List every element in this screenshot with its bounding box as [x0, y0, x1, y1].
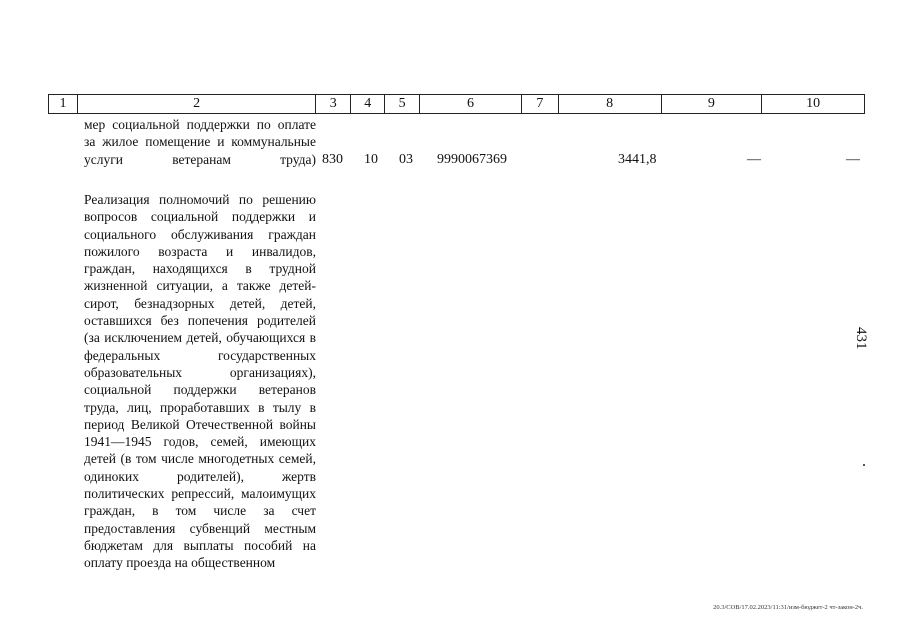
header-cell-2: 2 [78, 95, 316, 113]
header-cell-5: 5 [385, 95, 420, 113]
header-cell-3: 3 [316, 95, 351, 113]
value-col3: 830 [322, 152, 343, 167]
value-col4: 10 [364, 152, 378, 167]
header-cell-10: 10 [806, 96, 821, 111]
value-col8: 3441,8 [618, 152, 657, 167]
row-description-text: Реализация полномочий по решению вопросов социальной поддержки и социального обслуживания граждан пожилого возраста и инвалидов, граждан, находящихся в трудной жизненной ситуации, а также детей-сирот, безнадзорных детей, детей, оставшихся без попечения родителей (за исключением детей, обучающихся в федеральных государственных образовательных организациях), социальной поддержки ветеранов труда, лиц, проработавших в тылу в период Великой Отечественной войны 1941—1945 годов, семей, имеющих детей (в том числе многодетных семей, одиноких родителей), жертв политических репрессий, малоимущих граждан, в том числе за счет предоставления субвенций местным бюджетам для выплаты пособий на оплату проезда на общественном [84, 192, 316, 571]
document-footer: 20.3/СОВ/17.02.2023/11:31/изм-бюджет-2 чт-закон-2ч. [713, 604, 863, 611]
scan-dot [863, 464, 865, 466]
header-cell-1: 1 [49, 95, 78, 113]
value-col9: — [747, 152, 761, 167]
value-col5: 03 [399, 152, 413, 167]
header-cell-6: 6 [420, 95, 522, 113]
row-description-text: мер социальной поддержки по оплате за жилое помещение и коммунальные услуги ветеранам труда) [84, 117, 316, 167]
table-header-row [48, 94, 865, 114]
header-cell-8: 8 [559, 95, 662, 113]
header-cell-9: 9 [662, 95, 763, 113]
row-description-social-support [84, 116, 316, 168]
header-cell-7: 7 [522, 95, 559, 113]
value-col6: 9990067369 [437, 152, 507, 167]
value-col10: — [846, 152, 860, 167]
header-cell-4: 4 [351, 95, 385, 113]
page-number: 431 [853, 327, 869, 350]
row-description-powers [84, 191, 316, 572]
